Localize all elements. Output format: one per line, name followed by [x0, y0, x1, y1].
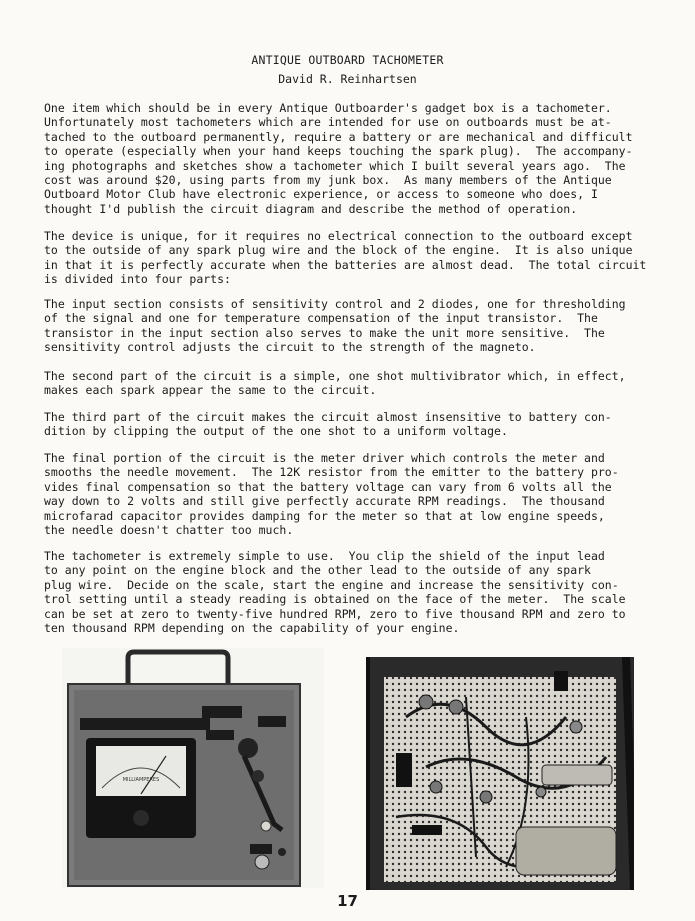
tachometer-front-photo: [62, 648, 324, 888]
paragraph-final-portion: The final portion of the circuit is the meter driver which controls the meter and smooths the needle movement. The 12K resistor from the emitter to the battery pro- vides final compensation so that the battery voltage can vary from 6 volts all the way down to 2 volts and still give perfectly accurate RPM readings. The thousand microfarad capacitor provides damping for the meter so that at low engine speeds, the needle doesn't chatter too much.: [44, 451, 619, 538]
meter-face-text: MILLIAMPERES: [122, 777, 160, 783]
article-author: David R. Reinhartsen: [278, 72, 417, 86]
paragraph-device: The device is unique, for it requires no electrical connection to the outboard except to the outside of any spark plug wire and the block of the engine. It is also unique in that it is perfectly accurate when the batteries are almost dead. The total circuit is divided into four parts:: [44, 229, 647, 287]
paragraph-second-part: The second part of the circuit is a simple, one shot multivibrator which, in effect, makes each spark appear the same to the circuit.: [44, 369, 626, 398]
paragraph-third-part: The third part of the circuit makes the circuit almost insensitive to battery con- dition by clipping the output of the one shot to a uniform voltage.: [44, 410, 612, 439]
article-title: ANTIQUE OUTBOARD TACHOMETER: [251, 53, 444, 67]
paragraph-usage: The tachometer is extremely simple to use. You clip the shield of the input lead to any point on the engine block and the other lead to the outside of any spark plug wire. Decide on the scale, start the engine and increase the sensitivity con- trol setting until a steady reading is obtained on the face of the meter. The scale can be set at zero to twenty-five hundred RPM, zero to five thousand RPM and zero to ten thousand RPM depending on the capability of your engine.: [44, 549, 626, 636]
paragraph-intro: One item which should be in every Antique Outboarder's gadget box is a tachometer. Unfortunately most tachometers which are intended for use on outboards must be at- tached to the outboard permanently, require a battery or are mechanical and difficult to operate (especially when your hand keeps touching the spark plug). The accompany- ing photographs and sketches show a tachometer which I built several years ago. The cost was around $20, using parts from my junk box. As many members of the Antique Outboard Motor Club have electronic experience, or access to someone who does, I thought I'd publish the circuit diagram and describe the method of operation.: [44, 101, 633, 216]
circuit-board-photo: [366, 657, 634, 890]
page-number: 17: [337, 892, 358, 910]
paragraph-input-section: The input section consists of sensitivity control and 2 diodes, one for thresholding of the signal and one for temperature compensation of the input transistor. The transistor in the input section also serves to make the unit more sensitive. The sensitivity control adjusts the circuit to the strength of the magneto.: [44, 297, 626, 355]
